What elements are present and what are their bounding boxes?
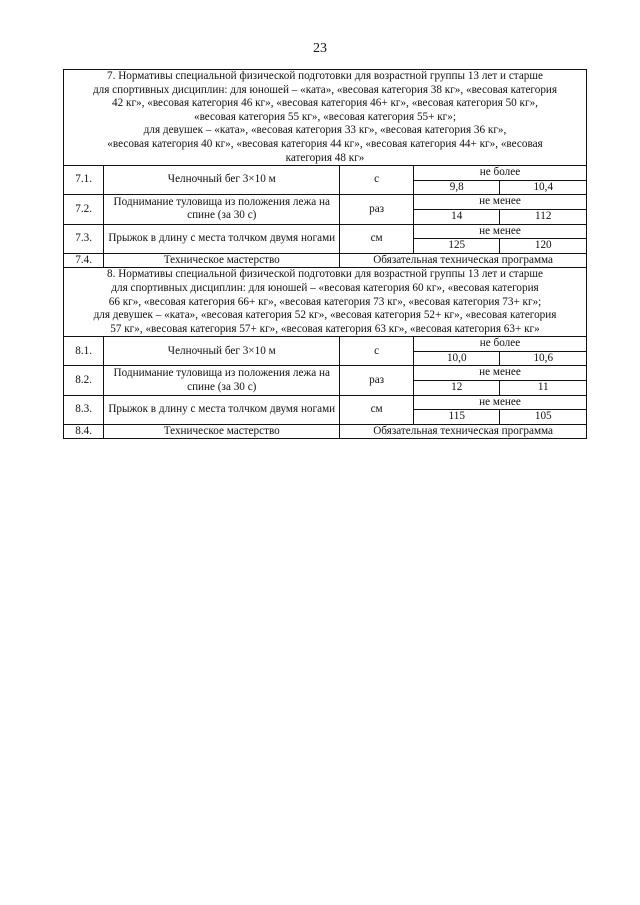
- unit: раз: [340, 366, 414, 395]
- unit: раз: [340, 195, 414, 224]
- value-boys: 10,0: [414, 351, 500, 366]
- value-girls: 10,6: [500, 351, 587, 366]
- condition: не более: [414, 166, 587, 181]
- value-boys: 14: [414, 209, 500, 224]
- table-row: [64, 195, 587, 210]
- section-header-line: для спортивных дисциплин: для юношей – «ката», «весовая категория 38 кг», «весовая категория: [92, 83, 558, 96]
- row-number: 8.3.: [64, 395, 104, 424]
- value-boys: 9,8: [414, 180, 500, 195]
- row-number: 8.4.: [64, 424, 104, 439]
- standards-table-body: [64, 70, 587, 439]
- value-girls: 112: [500, 209, 587, 224]
- row-number: 7.4.: [64, 253, 104, 268]
- section-header-line: категория 48 кг»: [285, 151, 365, 164]
- condition: не менее: [414, 195, 587, 210]
- unit: с: [340, 166, 414, 195]
- exercise-name: Поднимание туловища из положения лежа на спине (за 30 с): [104, 195, 340, 224]
- row-number: 7.1.: [64, 166, 104, 195]
- section-header-line: 42 кг», «весовая категория 46 кг», «весовая категория 46+ кг», «весовая категория 50 кг»,: [112, 97, 538, 110]
- exercise-name: Техническое мастерство: [104, 253, 340, 268]
- section-header-line: 66 кг», «весовая категория 66+ кг», «весовая категория 73 кг», «весовая категория 73+ кг»;: [108, 295, 542, 308]
- table-row: [64, 395, 587, 410]
- section-header-line: «весовая категория 40 кг», «весовая категория 44 кг», «весовая категория 44+ кг», «весовая: [107, 137, 543, 150]
- unit: см: [340, 224, 414, 253]
- exercise-name: Челночный бег 3×10 м: [104, 166, 340, 195]
- section-header-line: для девушек – «ката», «весовая категория 52 кг», «весовая категория 52+ кг», «весовая категория: [93, 309, 557, 322]
- section-header-row: [64, 268, 587, 337]
- section-header-line: для спортивных дисциплин: для юношей – «весовая категория 60 кг», «весовая категория: [111, 281, 539, 294]
- section-header-line: 7. Нормативы специальной физической подготовки для возрастной группы 13 лет и старше: [107, 70, 543, 82]
- value-girls: 105: [500, 410, 587, 425]
- value-girls: 11: [500, 381, 587, 396]
- row-number: 8.2.: [64, 366, 104, 395]
- table-row: [64, 366, 587, 381]
- exercise-name: Техническое мастерство: [104, 424, 340, 439]
- exercise-name: Поднимание туловища из положения лежа на спине (за 30 с): [104, 366, 340, 395]
- section-header: [64, 70, 587, 166]
- value-boys: 12: [414, 381, 500, 396]
- value-girls: 10,4: [500, 180, 587, 195]
- table-row: [64, 253, 587, 268]
- condition: не более: [414, 337, 587, 352]
- condition: не менее: [414, 224, 587, 239]
- table-row: [64, 166, 587, 181]
- standards-table: [63, 69, 587, 439]
- table-row: [64, 424, 587, 439]
- section-header: [64, 268, 587, 337]
- section-header-line: 8. Нормативы специальной физической подготовки для возрастной группы 13 лет и старше: [107, 268, 543, 281]
- section-header-line: «весовая категория 55 кг», «весовая категория 55+ кг»;: [194, 110, 456, 123]
- row-number: 8.1.: [64, 337, 104, 366]
- section-header-row: [64, 70, 587, 166]
- row-number: 7.2.: [64, 195, 104, 224]
- section-header-line: для девушек – «ката», «весовая категория 33 кг», «весовая категория 36 кг»,: [143, 124, 507, 137]
- row-number: 7.3.: [64, 224, 104, 253]
- page-number: 23: [313, 41, 327, 56]
- section-header-line: 57 кг», «весовая категория 57+ кг», «весовая категория 63 кг», «весовая категория 63+ кг»: [110, 322, 540, 335]
- table-row: [64, 224, 587, 239]
- value-boys: 125: [414, 239, 500, 254]
- condition: не менее: [414, 366, 587, 381]
- exercise-name: Прыжок в длину с места толчком двумя ногами: [104, 395, 340, 424]
- exercise-name: Челночный бег 3×10 м: [104, 337, 340, 366]
- technical-program: Обязательная техническая программа: [340, 253, 587, 268]
- table-row: [64, 337, 587, 352]
- exercise-name: Прыжок в длину с места толчком двумя ногами: [104, 224, 340, 253]
- condition: не менее: [414, 395, 587, 410]
- value-boys: 115: [414, 410, 500, 425]
- value-girls: 120: [500, 239, 587, 254]
- unit: с: [340, 337, 414, 366]
- unit: см: [340, 395, 414, 424]
- technical-program: Обязательная техническая программа: [340, 424, 587, 439]
